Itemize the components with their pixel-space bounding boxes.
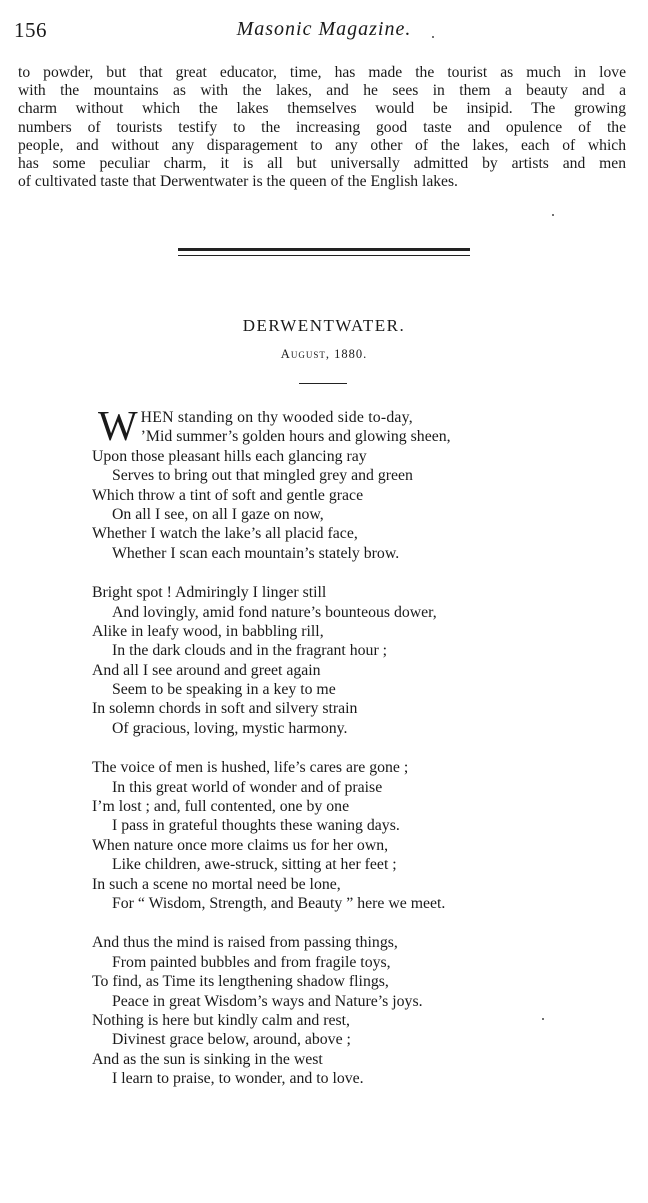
verse-line: Whether I scan each mountain’s stately brow. <box>112 544 400 562</box>
verse-line: To find, as Time its lengthening shadow flings, <box>92 973 389 991</box>
prose-line: charm without which the lakes themselves would be insipid. The growing <box>18 100 626 118</box>
page-number: 156 <box>14 18 47 42</box>
stanza <box>92 758 588 913</box>
verse-line: Whether I watch the lake’s all placid face, <box>92 525 358 543</box>
verse-line: From painted bubbles and from fragile toys, <box>112 953 391 971</box>
verse-line: When nature once more claims us for her own, <box>92 836 389 854</box>
poem-title: DERWENTWATER. <box>242 316 406 335</box>
poem-date-month: August <box>280 347 326 361</box>
stanza <box>92 933 588 1088</box>
verse-line: Divinest grace below, around, above ; <box>112 1031 351 1049</box>
verse-line: And all I see around and greet again <box>92 661 321 679</box>
verse-line: Which throw a tint of soft and gentle grace <box>92 486 364 504</box>
poem-body <box>92 404 588 1109</box>
stanza <box>92 404 588 563</box>
prose-line: has some peculiar charm, it is all but universally admitted by artists and men <box>18 155 626 173</box>
prose-line: of cultivated taste that Derwentwater is the queen of the English lakes. <box>18 173 458 191</box>
poem-date <box>0 347 648 362</box>
prose-paragraph <box>18 64 626 191</box>
poem-date-year: , 1880. <box>325 347 368 361</box>
verse-line: I pass in grateful thoughts these waning days. <box>112 817 400 835</box>
verse-line: On all I see, on all I gaze on now, <box>112 505 324 523</box>
page-header <box>14 18 634 46</box>
verse-line: In this great world of wonder and of praise <box>112 778 383 796</box>
section-divider-thick <box>178 248 470 251</box>
verse-line: ’Mid summer’s golden hours and glowing sheen, <box>140 428 451 446</box>
section-divider-thin <box>178 255 470 256</box>
verse-line: Peace in great Wisdom’s ways and Nature’s joys. <box>112 992 423 1010</box>
prose-line: with the mountains as with the lakes, and he sees in them a beauty and a <box>18 82 626 100</box>
stanza <box>92 583 588 738</box>
running-title: Masonic Magazine. <box>236 18 412 40</box>
verse-line: For “ Wisdom, Strength, and Beauty ” here we meet. <box>112 894 446 912</box>
verse-line: In the dark clouds and in the fragrant hour ; <box>112 642 388 660</box>
verse-line: And as the sun is sinking in the west <box>92 1050 323 1068</box>
verse-line: I learn to praise, to wonder, and to love. <box>112 1070 364 1088</box>
verse-line: Serves to bring out that mingled grey and green <box>112 467 413 485</box>
prose-line: to powder, but that great educator, time, has made the tourist as much in love <box>18 64 626 81</box>
print-speck <box>552 214 554 216</box>
verse-line: Of gracious, loving, mystic harmony. <box>112 719 348 737</box>
verse-line: In solemn chords in soft and silvery strain <box>92 700 358 718</box>
verse-line: Seem to be speaking in a key to me <box>112 681 336 699</box>
prose-line: numbers of tourists testify to the increasing good taste and opulence of the <box>18 118 626 136</box>
verse-line: In such a scene no mortal need be lone, <box>92 875 341 893</box>
verse-line: Nothing is here but kindly calm and rest, <box>92 1011 350 1029</box>
verse-line: And thus the mind is raised from passing things, <box>92 934 398 952</box>
verse-line: And lovingly, amid fond nature’s bounteous dower, <box>112 603 437 621</box>
verse-line: The voice of men is hushed, life’s cares are gone ; <box>92 759 409 777</box>
verse-line: Bright spot ! Admiringly I linger still <box>92 584 327 602</box>
print-speck <box>432 36 434 38</box>
drop-cap: W <box>98 404 138 450</box>
prose-line: people, and without any disparagement to any other of the lakes, each of which <box>18 136 626 154</box>
verse-line: Upon those pleasant hills each glancing ray <box>92 447 367 465</box>
verse-line: Like children, awe-struck, sitting at her feet ; <box>112 856 397 874</box>
verse-line: I’m lost ; and, full contented, one by one <box>92 798 350 816</box>
title-rule <box>299 383 347 384</box>
print-speck <box>542 1018 544 1020</box>
verse-line: HEN standing on thy wooded side to-day, <box>140 409 413 426</box>
verse-line: Alike in leafy wood, in babbling rill, <box>92 622 324 640</box>
